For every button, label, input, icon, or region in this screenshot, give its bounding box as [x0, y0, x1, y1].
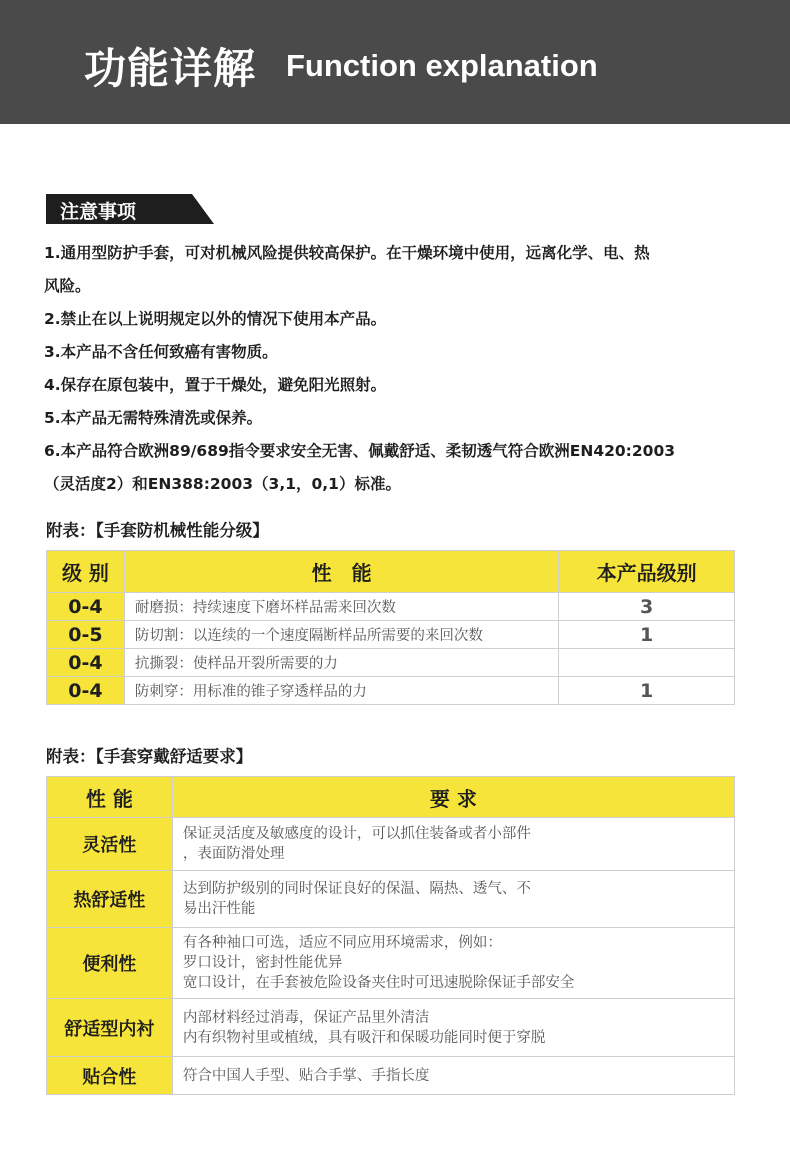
requirement-line: 有各种袖口可选，适应不同应用环境需求，例如： — [182, 935, 502, 951]
notice-line: （灵活度2）和EN388:2003（3,1，0,1）标准。 — [44, 475, 401, 493]
table-row — [47, 928, 735, 999]
property-cell: 便利性 — [47, 928, 173, 999]
requirement-cell — [172, 818, 734, 871]
requirement-line: 内部材料经过消毒，保证产品里外清洁 — [182, 1009, 430, 1026]
table-row — [47, 677, 735, 705]
notice-tag-label: 注意事项 — [60, 201, 137, 223]
requirement-line: ，表面防滑处理 — [182, 846, 285, 862]
desc-cell: 防刺穿：用标准的锥子穿透样品的力 — [124, 677, 558, 705]
property-cell: 灵活性 — [47, 818, 173, 871]
requirement-line: 罗口设计，密封性能优异 — [182, 955, 343, 971]
notice-line: 风险。 — [44, 277, 91, 295]
level-cell: 0-4 — [47, 593, 125, 621]
grade-cell: 1 — [559, 621, 735, 649]
notice-tag — [46, 194, 214, 224]
requirement-cell — [172, 928, 734, 999]
grade-cell — [559, 649, 735, 677]
banner-title-cn: 功能详解 — [84, 44, 257, 93]
requirement-cell — [172, 871, 734, 928]
level-cell: 0-4 — [47, 677, 125, 705]
requirement-cell — [172, 999, 734, 1057]
requirement-line: 达到防护级别的同时保证良好的保温、隔热、透气、不 — [182, 881, 531, 897]
requirement-line: 宽口设计，在手套被危险设备夹住时可迅速脱除保证手部安全 — [182, 975, 575, 991]
notice-line: 6.本产品符合欧洲89/689指令要求安全无害、佩戴舒适、柔韧透气符合欧洲EN420:2003 — [44, 442, 676, 460]
notice-list — [44, 237, 779, 501]
grade-cell: 1 — [559, 677, 735, 705]
table-row — [47, 999, 735, 1057]
property-cell: 热舒适性 — [47, 871, 173, 928]
header-banner — [0, 0, 790, 124]
property-cell: 舒适型内衬 — [47, 999, 173, 1057]
desc-cell: 抗撕裂：使样品开裂所需要的力 — [124, 649, 558, 677]
banner-title-en: Function explanation — [286, 48, 598, 83]
header-performance: 性 能 — [124, 551, 558, 593]
requirement-line: 符合中国人手型、贴合手掌、手指长度 — [182, 1067, 430, 1084]
comfort-table-title: 附表：【手套穿戴舒适要求】 — [46, 747, 253, 766]
requirement-line: 保证灵活度及敏感度的设计，可以抓住装备或者小部件 — [182, 826, 531, 842]
notice-line: 2.禁止在以上说明规定以外的情况下使用本产品。 — [44, 310, 387, 328]
mech-performance-table — [46, 550, 735, 705]
requirement-line: 易出汗性能 — [182, 901, 256, 917]
table-row — [47, 871, 735, 928]
desc-cell: 耐磨损：持续速度下磨坏样品需来回次数 — [124, 593, 558, 621]
grade-cell: 3 — [559, 593, 735, 621]
mech-table-title: 附表：【手套防机械性能分级】 — [46, 521, 269, 540]
notice-line: 1.通用型防护手套，可对机械风险提供较高保护。在干燥环境中使用，远离化学、电、热 — [44, 244, 650, 262]
property-cell: 贴合性 — [47, 1057, 173, 1095]
level-cell: 0-5 — [47, 621, 125, 649]
table-row — [47, 818, 735, 871]
notice-line: 4.保存在原包装中，置于干燥处，避免阳光照射。 — [44, 376, 387, 394]
comfort-requirements-table — [46, 776, 735, 1095]
header-requirement: 要 求 — [172, 777, 734, 818]
level-cell: 0-4 — [47, 649, 125, 677]
desc-cell: 防切割：以连续的一个速度隔断样品所需要的来回次数 — [124, 621, 558, 649]
header-level: 级 别 — [47, 551, 125, 593]
table-header-row — [47, 777, 735, 818]
notice-line: 5.本产品无需特殊清洗或保养。 — [44, 409, 263, 427]
table-row — [47, 593, 735, 621]
requirement-cell — [172, 1057, 734, 1095]
header-product-grade: 本产品级别 — [559, 551, 735, 593]
table-row — [47, 649, 735, 677]
table-header-row — [47, 551, 735, 593]
table-row — [47, 621, 735, 649]
header-property: 性 能 — [47, 777, 173, 818]
table-row — [47, 1057, 735, 1095]
notice-line: 3.本产品不含任何致癌有害物质。 — [44, 343, 278, 361]
requirement-line: 内有织物衬里或植绒，具有吸汗和保暖功能同时便于穿脱 — [182, 1029, 546, 1046]
